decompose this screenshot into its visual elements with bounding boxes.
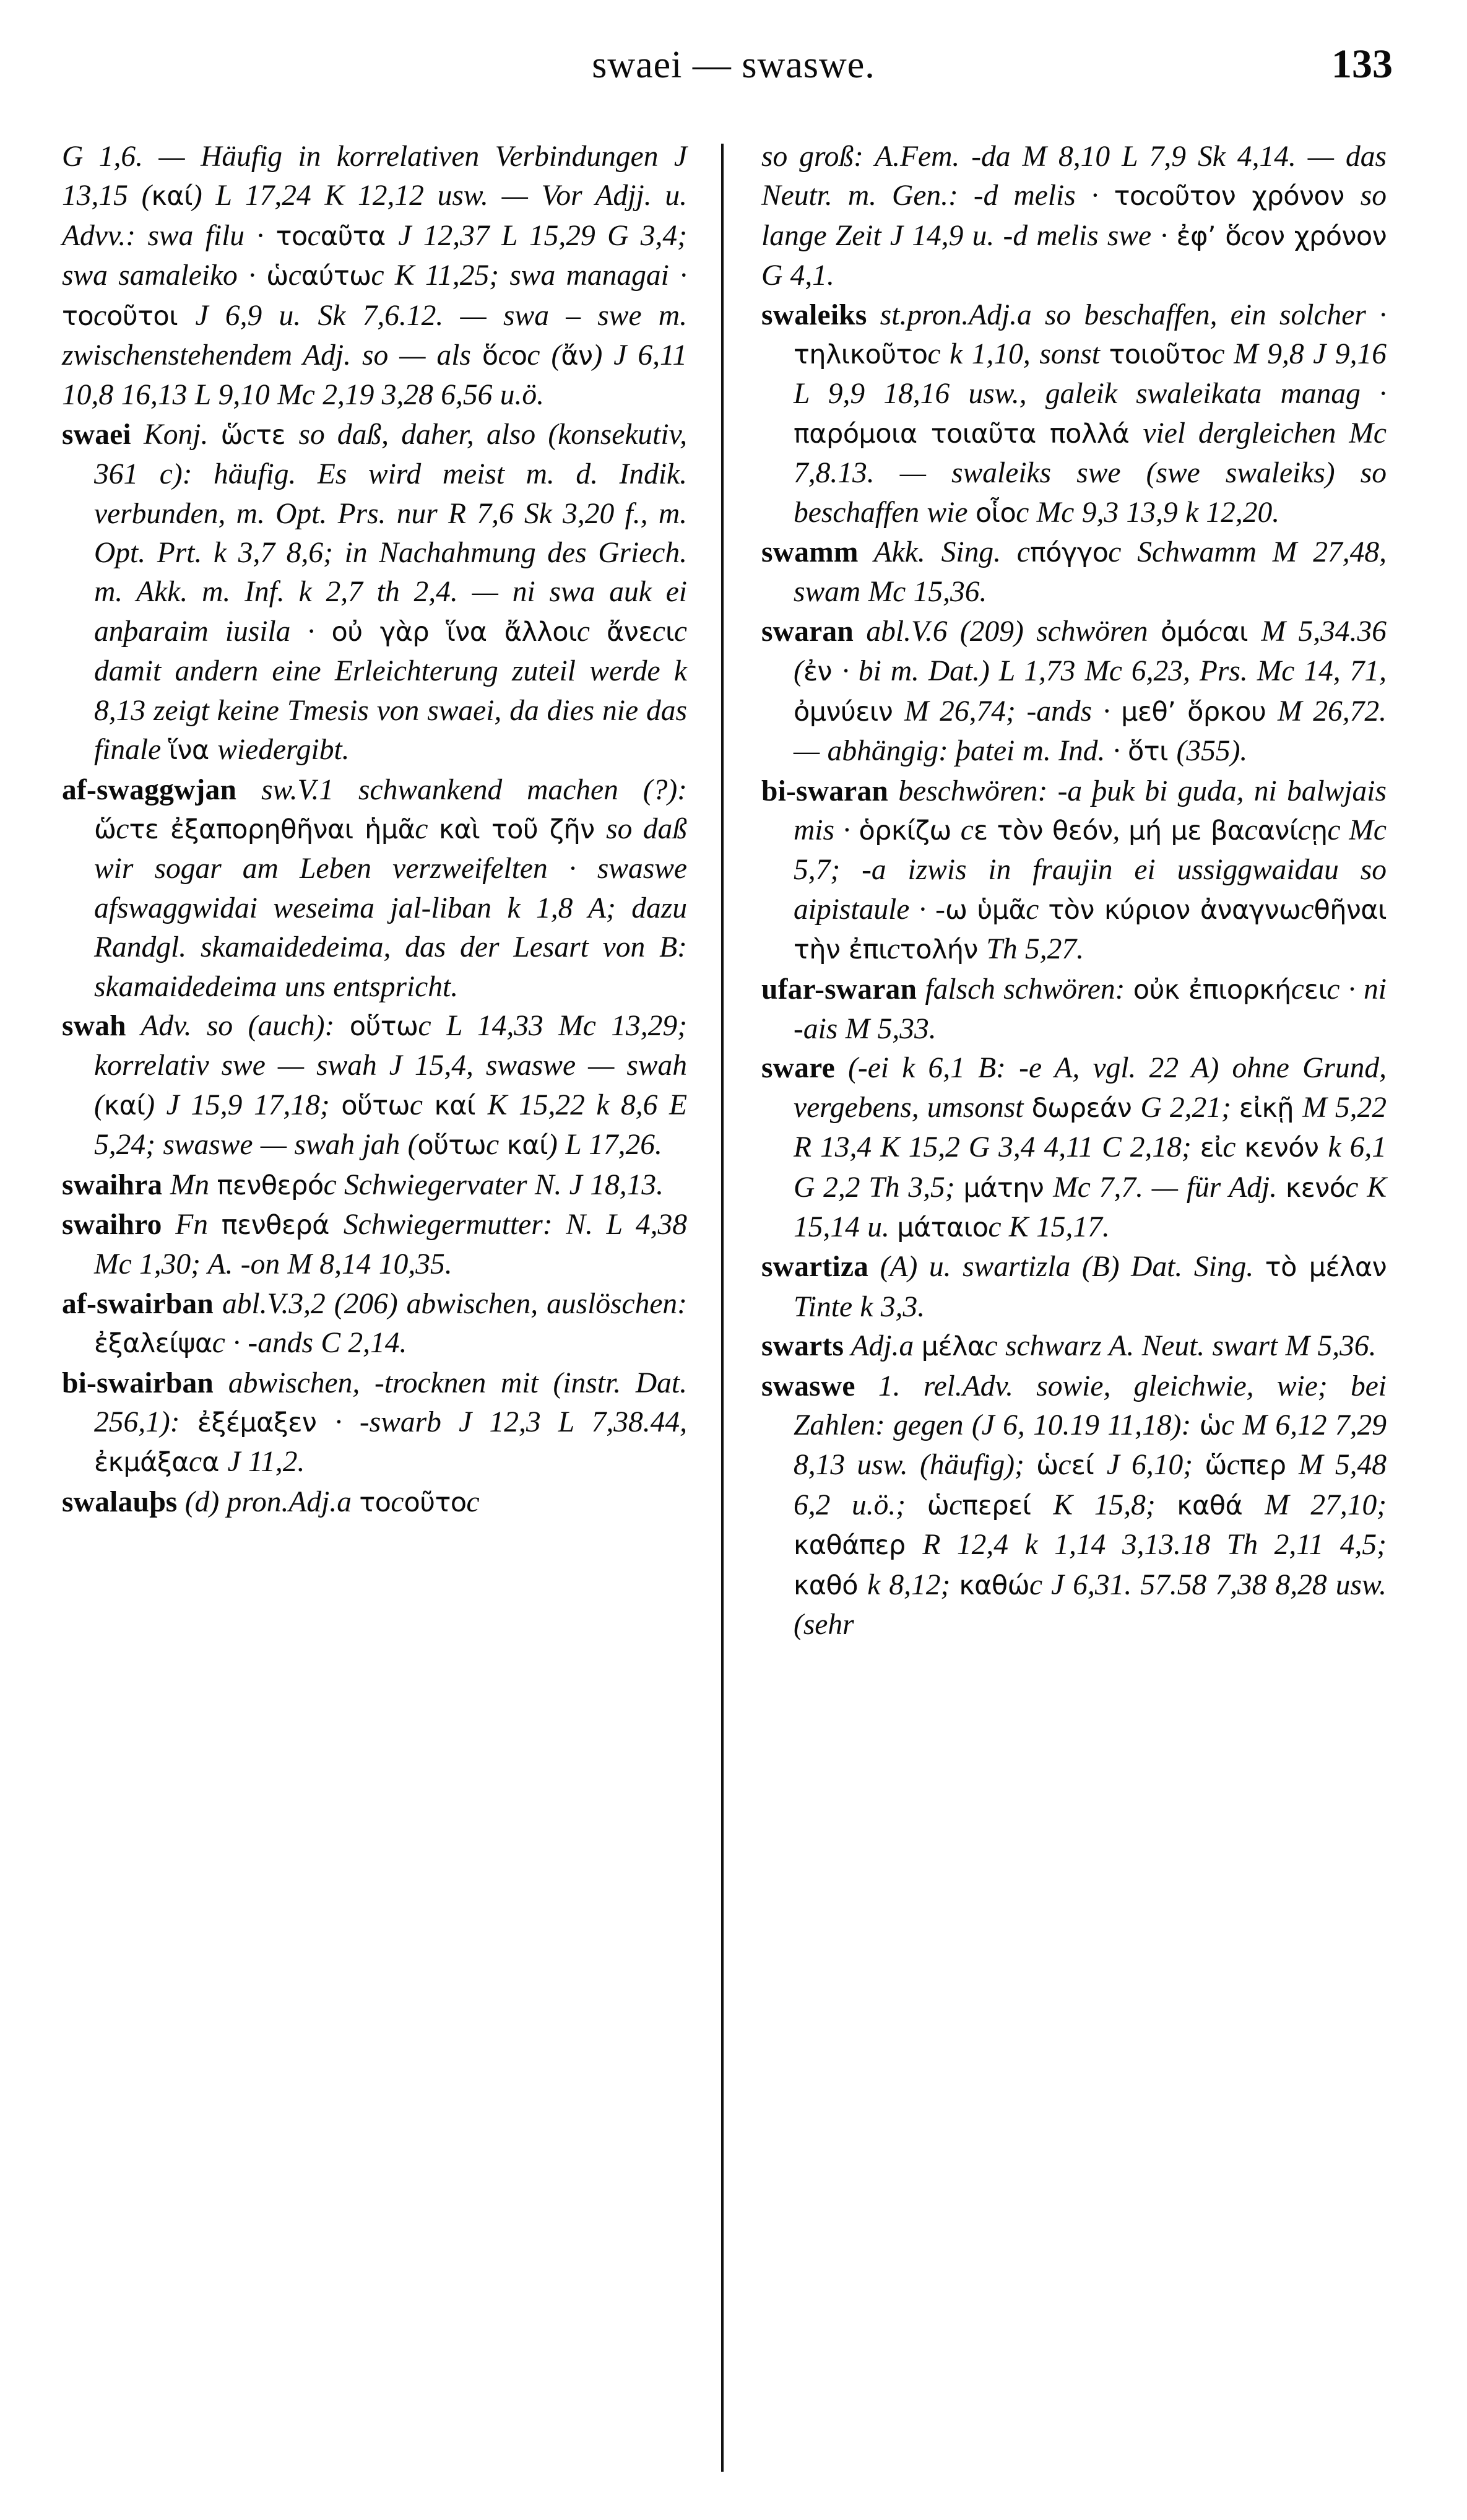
gloss-run: (d) pron.Adj.a [177,1485,360,1518]
gloss-run: c L 14,33 Mc 13,29; korrelativ swe — swah J 15,4, swaswe — swah ( [94,1009,687,1121]
gloss-run: c [1226,1449,1240,1482]
gloss-run: c [415,812,439,845]
gloss-run: c M 6,12 7,29 8,13 usw. (häufig); [794,1409,1387,1482]
greek-run: αι [1222,616,1261,648]
greek-run: καί [434,1090,488,1121]
gloss-run: G 1,6. — Häufig in korrelativen Verbindungen J 13,15 ( [62,141,687,212]
greek-run: αῦτα [320,220,399,252]
gloss-run: M 26,72. — abhängig: þatei m. Ind. · [794,695,1387,768]
dictionary-entry [62,415,687,771]
gloss-run: c [391,1485,404,1518]
gloss-run: R 12,4 k 1,14 3,13.18 Th 2,11 4,5; [922,1529,1387,1562]
gloss-run: ) L 17,24 K 12,12 usw. — Vor Adjj. u. Advv.: swa filu · [62,180,687,252]
column-right [724,137,1387,1645]
gloss-run: ) L 17,26. [548,1129,662,1162]
running-head-title: swaei — swaswe. [592,44,875,86]
entry-headword: swalauþs [62,1485,178,1518]
gloss-run: M 5,34.36 ( [794,615,1387,688]
gloss-run: J 6,10; [1106,1449,1205,1482]
gloss-run: viel dergleichen Mc 7,8.13. — swaleiks swe (swe swaleiks) so beschaffen wie [794,417,1387,529]
greek-run: καί [506,1130,548,1162]
running-head [0,43,1467,111]
greek-run: εἰκῇ [1239,1092,1303,1124]
gloss-run: c [189,1446,202,1479]
gloss-run: Mc 7,7. — für Adj. [1053,1171,1286,1204]
gloss-run: , [1112,814,1129,846]
gloss-run: c Schwiegervater N. J 18,13. [323,1168,664,1201]
gloss-run: ) J 15,9 17,18; [145,1088,342,1121]
greek-run: οῦτοι [106,300,196,332]
greek-run: μή με βα [1128,815,1245,846]
greek-run: μάτην [963,1172,1054,1204]
gloss-run: M 26,74; -ands · [904,695,1122,728]
entry-headword: swaei [62,418,131,451]
greek-run: ὡ [927,1490,950,1521]
greek-run: πόγγο [1029,537,1109,569]
gloss-run: c [486,1129,507,1162]
gloss-run: Mn [162,1168,217,1201]
entry-headword: bi-swairban [62,1366,214,1399]
entry-headword: ufar-swaran [761,973,917,1006]
entry-headword: af-swairban [62,1287,214,1320]
gloss-run: c Mc 5,7; -a izwis in fraujin ei ussiggwaidau so aipistaule · - [794,814,1387,926]
greek-run: καθάπερ [794,1530,923,1562]
gloss-run: Akk. Sing. c [858,536,1030,569]
gloss-run: abl.V.3,2 (206) abwischen, auslöschen: [214,1287,687,1320]
gloss-run: Konj. [131,418,221,451]
greek-run: τε ἐξαπορηθῆναι ἡμᾶ [129,814,415,845]
gloss-run: Adv. so (auch): [126,1009,350,1042]
gloss-run: k 6,1 G 2,2 Th 3,5; [794,1131,1387,1204]
gloss-run: c [116,812,129,845]
greek-run: οὕτω [341,1090,410,1121]
greek-run: ὀμό [1160,616,1210,648]
greek-run: καθά [1177,1490,1265,1521]
entry-headword: bi-swaran [761,775,889,807]
gloss-run: c [949,1488,963,1521]
gloss-run: c [498,339,511,372]
gloss-run: c ( [527,339,561,372]
greek-run: καί [103,1090,145,1121]
dictionary-entry [761,1367,1387,1645]
greek-run: ὀμνύειν [794,696,904,728]
gloss-run: M 5,22 R 13,4 K 15,2 G 3,4 4,11 C 2,18; [794,1091,1387,1164]
gloss-run: (-ei k 6,1 B: -e A, vgl. 22 A) ohne Grund, vergebens, umsonst [794,1052,1387,1124]
gloss-run: c M 9,8 J 9,16 L 9,9 18,16 usw., galeik swaleikata manag · [794,338,1387,411]
entry-headword: swarts [761,1330,844,1363]
greek-run: οὐκ ἐπιορκή [1133,974,1291,1006]
gloss-run: Schwiegermutter: N. L 4,38 Mc 1,30; A. -on M 8,14 10,35. [94,1208,688,1281]
greek-run: δωρεάν [1031,1092,1141,1124]
gloss-run: k 8,12; [867,1568,959,1601]
greek-run: το [62,300,93,332]
gloss-run: st.pron.Adj.a so beschaffen, ein solcher · [867,298,1387,331]
greek-run: ι [665,616,674,648]
gloss-run: c [1241,219,1255,252]
greek-run: ῃ [1310,815,1328,846]
greek-run: καὶ τοῦ ζῆν [438,814,607,845]
greek-run: κενόν [1244,1132,1328,1164]
gloss-run: c · ni -ais M 5,33. [794,973,1387,1045]
greek-run: οὕτω [349,1010,418,1042]
gloss-run: so groß: A.Fem. -da M 8,10 L 7,9 Sk 4,14. — das Neutr. m. Gen.: -d melis · [761,141,1387,212]
greek-run: ε τὸν θεόν [973,815,1113,846]
greek-run: οῦτον χρόνον [1158,181,1361,212]
gloss-run: sw.V.1 schwankend machen (?): [236,773,687,806]
gloss-run: c [466,1485,480,1518]
greek-run: μάταιο [897,1212,989,1243]
greek-run: τηλικοῦτο [794,339,928,371]
greek-run: ον χρόνον [1254,220,1387,252]
greek-run: το [275,220,308,252]
gloss-run: Tinte k 3,3. [794,1290,925,1323]
dictionary-entry [62,1483,687,1523]
gloss-run: c [1145,180,1159,212]
greek-run: ὥ [94,814,116,845]
greek-run: ὡ [1036,1450,1058,1482]
greek-run: παρόμοια τοιαῦτα πολλά [794,418,1143,450]
gloss-run: c [652,615,665,648]
dictionary-entry [761,296,1387,533]
greek-run: θῆναι τὴν ἐπι [794,894,1387,966]
greek-run: μεθ’ ὅρκου [1121,696,1278,728]
dictionary-entry [761,772,1387,970]
greek-run: εί [1071,1450,1107,1482]
greek-run: περ [1239,1450,1299,1482]
gloss-run: c [1058,1449,1071,1482]
gloss-run: c [1300,893,1314,926]
greek-run: πενθερά [221,1209,344,1241]
entry-headword: swartiza [761,1251,869,1284]
gloss-run: c [93,299,107,332]
entry-headword: swaswe [761,1370,855,1402]
greek-run: ἐκμάξα [94,1447,189,1479]
greek-run: εἰ [1200,1132,1223,1164]
dictionary-entry [761,533,1387,612]
gloss-run: G 4,1. [761,259,834,292]
greek-run: οῦτο [404,1487,467,1518]
gloss-run: so lange Zeit J 14,9 u. -d melis swe · [761,180,1387,252]
gloss-run: c [960,814,974,846]
greek-run: ἐφ’ ὅ [1176,220,1242,252]
entry-headword: swaihro [62,1208,162,1241]
gloss-run: K 15,22 k 8,6 E 5,24; swaswe — swah jah ( [94,1088,687,1162]
gloss-run: · -swarb J 12,3 L 7,38.44, [334,1406,687,1438]
greek-run: τὸν κύριον ἀναγνω [1048,894,1301,926]
dictionary-entry [62,1166,687,1206]
greek-run: το [1114,181,1146,212]
gloss-run: falsch schwören: [917,973,1133,1006]
greek-run: ο [511,341,527,372]
gloss-run: c [1209,615,1222,648]
gloss-run: so daß, daher, also (konsekutiv, 361 c): häufig. Es wird meist m. d. Indik. verbunden, m. Opt. Prs. nur R 7,6 Sk 3,20 f., m. Opt. Prt. k 3,7 8,6; in Nachahmung des Griech. m. Akk. m. Inf. k 2,7 th 2,4. — ni swa auk ei anþaraim iusila · [94,418,687,648]
greek-run: ἵνα [168,735,218,767]
gloss-run: wiedergibt. [217,734,350,767]
gloss-run: M 27,10; [1265,1488,1387,1521]
gloss-run: c [1244,814,1258,846]
dictionary-entry [62,1285,687,1364]
greek-run: ω ὑμᾶ [945,894,1026,926]
greek-run: καί [151,181,193,212]
greek-run: α [202,1447,228,1479]
gloss-run: ) J 6,11 10,8 16,13 L 9,10 Mc 2,19 3,28 6,56 u.ö. [62,339,687,412]
gloss-run: so daß wir sogar am Leben verzweifelten · swaswe afswaggwidai weseima jal-liban k 1,8 A; dazu Randgl. skamaidedeima, das der Lesart von B: skamaidedeima uns entspricht. [94,812,687,1003]
gloss-run: c [1026,893,1049,926]
greek-run: ἄν [561,341,593,372]
gloss-run: abwischen, -trocknen mit (instr. Dat. 256,1): [94,1366,687,1438]
greek-run: τολήν [899,934,987,966]
dictionary-entry [761,1049,1387,1248]
gloss-run: (A) u. swartizla (B) Dat. Sing. [868,1251,1265,1284]
gloss-run: c [576,615,607,648]
entry-headword: af-swaggwjan [62,773,237,806]
entry-continuation [761,137,1387,296]
gloss-run: c schwarz A. Neut. swart M 5,36. [984,1330,1377,1363]
dictionary-entry [761,1327,1387,1366]
gloss-run: (355). [1176,735,1248,768]
gloss-run: Th 5,27. [986,933,1084,966]
column-left [62,137,724,1645]
greek-run: ὡ [1199,1410,1222,1441]
entry-headword: swaleiks [761,298,867,331]
greek-run: καθώ [959,1570,1029,1601]
entry-headword: swah [62,1009,126,1042]
greek-run: ὥ [220,419,243,451]
greek-run: ὅτι [1127,736,1177,768]
greek-run: ἐν [803,656,842,688]
greek-run: ει [1304,974,1327,1006]
greek-run: ἄνε [607,616,652,648]
greek-run: περεί [962,1490,1054,1521]
greek-run: πενθερό [217,1170,324,1201]
greek-run: τοιοῦτο [1109,339,1212,371]
dictionary-entry [761,970,1387,1049]
dictionary-entry [761,612,1387,772]
gloss-run: c [307,219,321,252]
greek-run: κενό [1285,1172,1346,1204]
entry-headword: swamm [761,536,859,569]
gloss-run: J 11,2. [227,1446,305,1479]
gloss-run: c [288,259,301,292]
gloss-run: c · -ands C 2,14. [212,1327,407,1360]
gloss-run: beschwören: -a þuk bi guda, ni balwjais mis · [794,775,1387,846]
entry-headword: sware [761,1052,835,1085]
gloss-run: c K 15,14 u. [794,1171,1387,1243]
dictionary-entry [62,1206,687,1285]
greek-run: τὸ μέλαν [1265,1252,1387,1284]
gloss-run: c [1222,1131,1245,1164]
greek-run: το [359,1487,391,1518]
gloss-run: c damit andern eine Erleichterung zuteil werde k 8,13 zeigt keine Tmesis von swaei, da dies nie das finale [94,615,687,767]
gloss-run: c [242,418,256,451]
greek-run: οἷο [975,497,1016,529]
gloss-run: K 15,8; [1053,1488,1177,1521]
greek-run: οὕτω [417,1130,487,1162]
gloss-run: c Schwamm M 27,48, swam Mc 15,36. [794,536,1387,609]
gloss-run: c [1291,973,1304,1006]
gloss-run: Fn [162,1208,222,1241]
gloss-run: J 12,37 L 15,29 G 3,4; swa samaleiko · [62,219,687,292]
greek-run: μέλα [921,1331,985,1363]
gloss-run: c K 11,25; swa managai · [371,259,687,292]
gloss-run: c [409,1088,435,1121]
greek-run: ανί [1257,815,1298,846]
gloss-run: c Mc 9,3 13,9 k 12,20. [1016,496,1280,529]
greek-run: ὥ [1205,1450,1227,1482]
gloss-run: c J 6,31. 57.58 7,38 8,28 usw. (sehr [794,1568,1387,1641]
gloss-run: M 5,48 6,2 u.ö.; [794,1449,1387,1521]
gloss-run: Adj.a [844,1330,922,1363]
gloss-run: c K 15,17. [988,1210,1110,1243]
greek-run: ἐξέμαξεν [197,1407,335,1438]
greek-run: αύτω [301,261,371,292]
dictionary-entry [62,771,687,1007]
dictionary-entry [761,1248,1387,1327]
gloss-run: c [1297,814,1311,846]
entry-headword: swaihra [62,1168,163,1201]
greek-run: ὅ [482,341,498,372]
greek-run: τε [256,419,299,451]
greek-run: ἐξαλείψα [94,1328,212,1360]
gloss-run: G 2,21; [1140,1091,1239,1124]
gloss-run: · bi m. Dat.) L 1,73 Mc 6,23, Prs. Mc 14, 71, [842,655,1387,688]
page-number: 133 [1331,41,1393,87]
gloss-run: c [886,933,900,966]
entry-continuation [62,137,687,415]
dictionary-entry [62,1364,687,1483]
greek-run: ὡ [266,261,288,292]
dictionary-entry [62,1007,687,1166]
gloss-run: abl.V.6 (209) schwören [854,615,1161,648]
gloss-run: c k 1,10, sonst [927,338,1109,371]
entry-headword: swaran [761,615,854,648]
gloss-run: J 6,9 u. Sk 7,6.12. — swa – swe m. zwischenstehendem Adj. so — als [62,299,687,372]
text-body [62,137,1405,1645]
greek-run: καθό [794,1570,868,1601]
gloss-run: 1. rel.Adv. sowie, gleichwie, wie; bei Zahlen: gegen (J 6, 10.19 11,18): [794,1370,1387,1441]
greek-run: ὁρκίζω [859,815,961,846]
greek-run: οὐ γὰρ ἵνα ἄλλοι [331,616,577,648]
